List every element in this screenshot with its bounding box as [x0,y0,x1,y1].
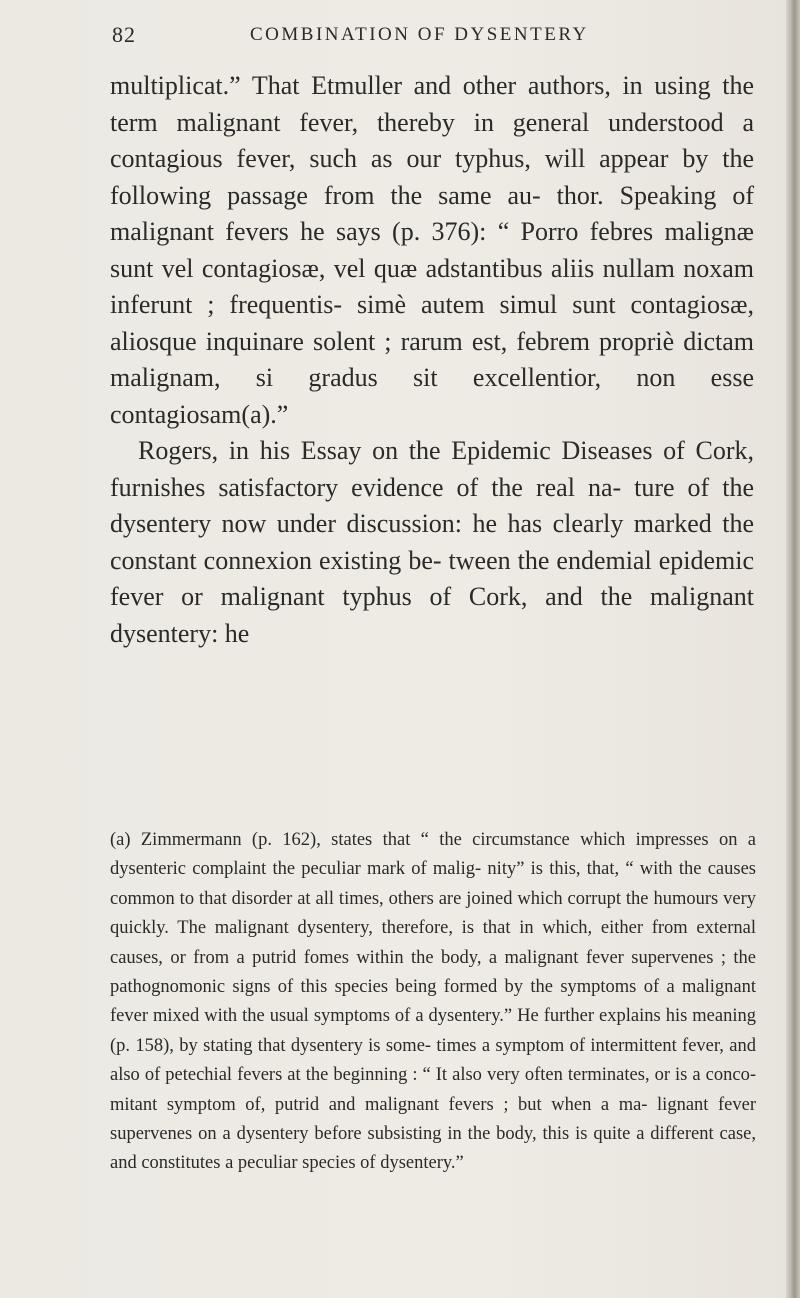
page-edge [786,0,800,1298]
page-header [112,22,752,56]
main-text [110,68,754,652]
page-number: 82 [112,22,136,47]
footnote [110,826,756,1179]
running-title: COMBINATION OF DYSENTERY [250,24,589,45]
footnote-zimmermann: (a) Zimmermann (p. 162), states that “ the circumstance which impresses on a dysenteric complaint the peculiar mark of malig- nity” is this, that, “ with the causes common to that disorder at all times, others are joined which corrupt the humours very quickly. The malignant dysentery, therefore, is that in which, either from external causes, or from a putrid fomes within the body, a malignant fever supervenes ; the pathognomonic signs of this species being formed by the symptoms of a malignant fever mixed with the usual symptoms of a dysentery.” He further explains his meaning (p. 158), by stating that dysentery is some- times a symptom of intermittent fever, and also of petechial fevers at the beginning : “ It also very often terminates, or is a conco- mitant symptom of, putrid and malignant fevers ; but when a ma- lignant fever supervenes on a dysentery before subsisting in the body, this is quite a different case, and constitutes a peculiar species of dysentery.” [110,830,756,1174]
paragraph-etmuller: multiplicat.” That Etmuller and other authors, in using the term malignant fever, thereby in general understood a contagious fever, such as our typhus, will appear by the following passage from the same au- thor. Speaking of malignant fevers he says (p. 376): “ Porro febres malignæ sunt vel contagiosæ, vel quæ adstantibus aliis nullam noxam inferunt ; frequentis- simè autem simul sunt contagiosæ, aliosque inquinare solent ; rarum est, febrem propriè dictam malignam, si gradus sit excellentior, non esse contagiosam(a).” [110,71,754,429]
paragraph-rogers: Rogers, in his Essay on the Epidemic Diseases of Cork, furnishes satisfactory evidence of the real na- ture of the dysentery now under discussion: he has clearly marked the constant connexion existing be- tween the endemial epidemic fever or malignant typhus of Cork, and the malignant dysentery: he [110,436,754,648]
